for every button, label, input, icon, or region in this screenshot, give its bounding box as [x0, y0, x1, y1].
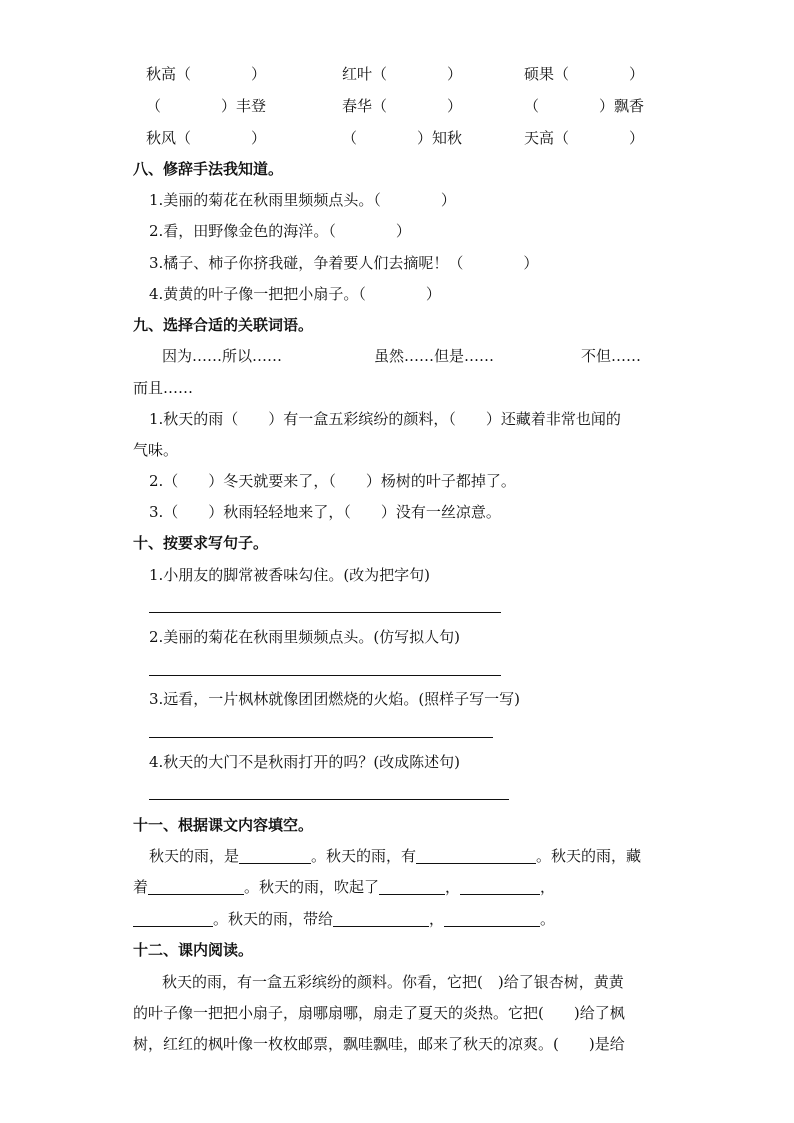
reading-line-1: 秋天的雨，有一盒五彩缤纷的颜料。你看，它把( )给了银杏树，黄黄	[162, 973, 624, 991]
sec9-option-3-cont: 而且……	[133, 379, 194, 397]
section-8-title: 八、修辞手法我知道。	[133, 160, 284, 178]
vocab-1-1: 秋高（ ）	[146, 65, 267, 83]
answer-line-1[interactable]	[149, 612, 501, 613]
vocab-2-2: 春华（ ）	[342, 97, 463, 115]
sec11-line-2	[133, 877, 555, 897]
vocab-3-1: 秋风（ ）	[146, 129, 267, 147]
sec9-option-3: 不但……	[581, 347, 642, 365]
sec10-item-2: 2.美丽的菊花在秋雨里频频点头。(仿写拟人句)	[149, 628, 461, 646]
fill-blank[interactable]	[379, 878, 445, 895]
sec9-q3: 3.（ ）秋雨轻轻地来了，（ ）没有一丝凉意。	[149, 503, 501, 521]
sec11-text: 。秋天的雨，有	[311, 847, 417, 865]
section-11-title: 十一、根据课文内容填空。	[133, 816, 314, 834]
vocab-1-2: 红叶（ ）	[342, 65, 463, 83]
sec11-text: 。	[540, 910, 556, 928]
fill-blank[interactable]	[444, 910, 540, 927]
vocab-2-1: （ ）丰登	[146, 97, 267, 115]
vocab-1-3: 硕果（ ）	[524, 65, 645, 83]
sec11-line-1	[149, 846, 641, 866]
sec11-text: ，	[445, 878, 461, 896]
sec8-item-4: 4.黄黄的叶子像一把把小扇子。（ ）	[149, 285, 441, 303]
sec9-option-1: 因为……所以……	[162, 347, 283, 365]
sec10-item-1: 1.小朋友的脚常被香味勾住。(改为把字句)	[149, 566, 431, 584]
answer-line-4[interactable]	[149, 799, 509, 800]
section-9-title: 九、选择合适的关联词语。	[133, 316, 314, 334]
sec8-item-1: 1.美丽的菊花在秋雨里频频点头。（ ）	[149, 191, 456, 209]
sec9-q1-cont: 气味。	[133, 441, 179, 459]
sec10-item-4: 4.秋天的大门不是秋雨打开的吗？(改成陈述句)	[149, 753, 461, 771]
sec8-item-3: 3.橘子、柿子你挤我碰，争着要人们去摘呢！（ ）	[149, 254, 539, 272]
vocab-3-2: （ ）知秋	[342, 129, 463, 147]
vocab-3-3: 天高（ ）	[524, 129, 645, 147]
sec9-q1: 1.秋天的雨（ ）有一盒五彩缤纷的颜料，（ ）还藏着非常也闻的	[149, 410, 621, 428]
sec11-text: 着	[133, 878, 149, 896]
sec9-option-2: 虽然……但是……	[374, 347, 495, 365]
sec10-item-3: 3.远看，一片枫林就像团团燃烧的火焰。(照样子写一写)	[149, 690, 521, 708]
reading-line-3: 树，红红的枫叶像一枚枚邮票，飘哇飘哇，邮来了秋天的凉爽。( )是给	[133, 1035, 625, 1053]
sec11-text: 。秋天的雨，带给	[213, 910, 334, 928]
section-12-title: 十二、课内阅读。	[133, 941, 254, 959]
answer-line-3[interactable]	[149, 737, 493, 738]
vocab-2-3: （ ）飘香	[524, 97, 645, 115]
section-10-title: 十、按要求写句子。	[133, 534, 269, 552]
sec11-text: 。秋天的雨，藏	[536, 847, 642, 865]
fill-blank[interactable]	[133, 910, 213, 927]
reading-line-2: 的叶子像一把把小扇子，扇哪扇哪，扇走了夏天的炎热。它把( )给了枫	[133, 1004, 625, 1022]
sec11-text: 。秋天的雨，吹起了	[244, 878, 380, 896]
fill-blank[interactable]	[239, 847, 311, 864]
sec8-item-2: 2.看，田野像金色的海洋。（ ）	[149, 222, 411, 240]
sec11-line-3	[133, 909, 555, 929]
fill-blank[interactable]	[460, 878, 540, 895]
sec11-text: 秋天的雨，是	[149, 847, 240, 865]
sec11-text: ，	[540, 878, 556, 896]
sec9-q2: 2.（ ）冬天就要来了，（ ）杨树的叶子都掉了。	[149, 472, 516, 490]
fill-blank[interactable]	[333, 910, 429, 927]
answer-line-2[interactable]	[149, 675, 501, 676]
sec11-text: ，	[429, 910, 445, 928]
fill-blank[interactable]	[148, 878, 244, 895]
fill-blank[interactable]	[416, 847, 536, 864]
